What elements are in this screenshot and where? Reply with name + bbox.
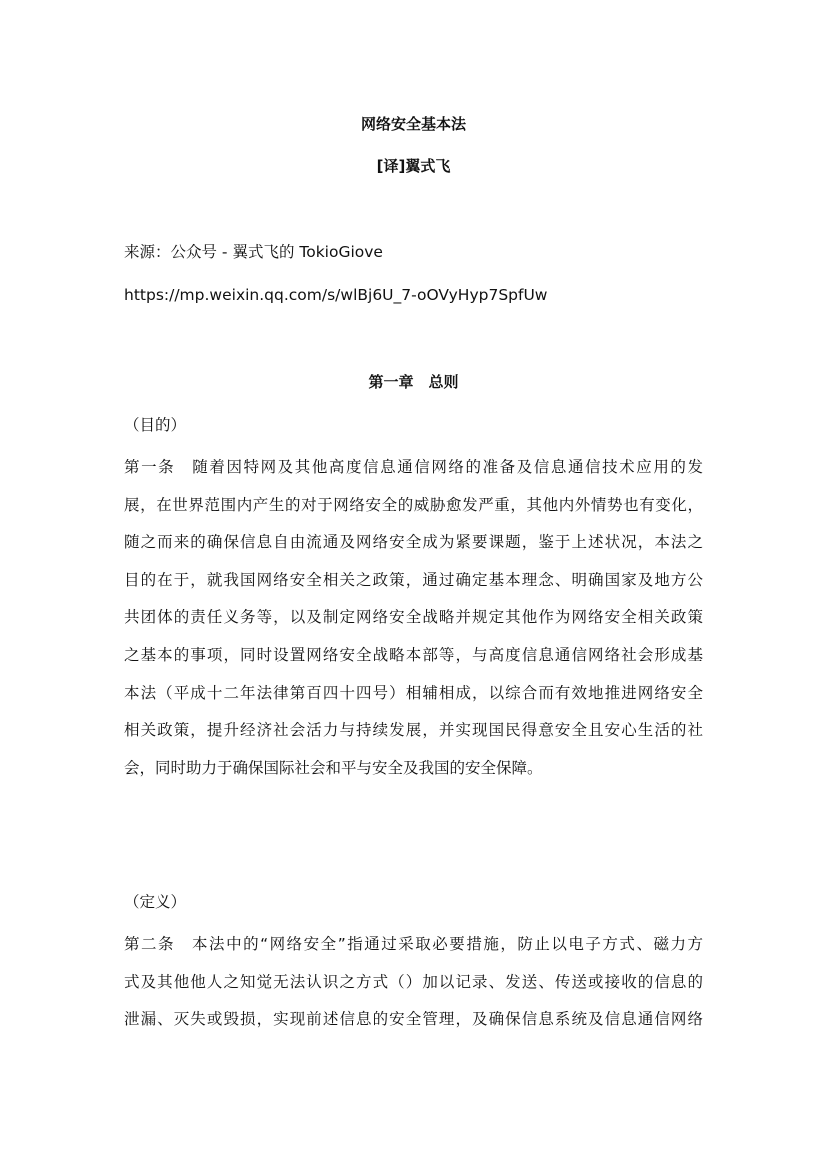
article-1-paragraph <box>124 449 703 787</box>
paragraph-line: 第二条 本法中的“网络安全”指通过采取必要措施，防止以电子方式、磁力方 <box>124 935 703 953</box>
paragraph-line: 会，同时助力于确保国际社会和平与安全及我国的安全保障。 <box>124 758 543 777</box>
paragraph-line: 本法（平成十二年法律第百四十四号）相辅相成，以综合而有效地推进网络安全 <box>124 683 703 702</box>
section-caption-definition: （定义） <box>124 893 187 911</box>
article-2-paragraph <box>124 926 703 1039</box>
translator-line: [译]翼式飞 <box>376 157 451 175</box>
section-caption-purpose: （目的） <box>124 416 187 434</box>
paragraph-line: 第一条 随着因特网及其他高度信息通信网络的准备及信息通信技术应用的发 <box>124 458 703 476</box>
paragraph-line: 随之而来的确保信息自由流通及网络安全成为紧要课题，鉴于上述状况，本法之 <box>124 533 703 552</box>
paragraph-line: 共团体的责任义务等，以及制定网络安全战略并规定其他作为网络安全相关政策 <box>124 608 703 627</box>
paragraph-line: 展，在世界范围内产生的对于网络安全的威胁愈发严重，其他内外情势也有变化， <box>124 495 703 514</box>
paragraph-line: 目的在于，就我国网络安全相关之政策，通过确定基本理念、明确国家及地方公 <box>124 570 703 589</box>
paragraph-line: 之基本的事项，同时设置网络安全战略本部等，与高度信息通信网络社会形成基 <box>124 645 703 664</box>
source-url[interactable]: https://mp.weixin.qq.com/s/wlBj6U_7-oOVyHyp7SpfUw <box>124 286 548 304</box>
chapter-heading: 第一章 总则 <box>368 373 459 391</box>
document-title: 网络安全基本法 <box>360 115 466 133</box>
paragraph-line: 泄漏、灭失或毁损，实现前述信息的安全管理，及确保信息系统及信息通信网络 <box>124 1010 703 1029</box>
source-label: 来源：公众号 - 翼式飞的 TokioGiove <box>124 243 383 261</box>
paragraph-line: 相关政策，提升经济社会活力与持续发展，并实现国民得意安全且安心生活的社 <box>124 721 703 740</box>
paragraph-line: 式及其他他人之知觉无法认识之方式（）加以记录、发送、传送或接收的信息的 <box>124 972 703 991</box>
